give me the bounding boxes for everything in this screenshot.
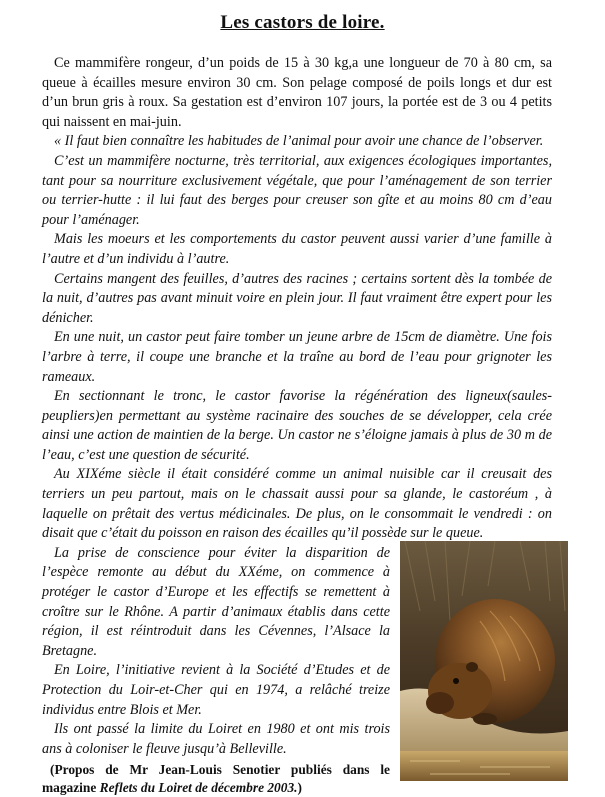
page-title: Les castors de loire. <box>220 12 385 33</box>
quote-paragraph-4: Certains mangent des feuilles, d’autres des racines ; certains sortent dès la tombée de la nuit, d’autres pas avant minuit voire en plein jour. Il faut vraiment être expert pour les dénicher. <box>42 270 552 326</box>
quote-paragraph-8: La prise de conscience pour éviter la disparition de l’espèce remonte au début du XXéme, on commence à protéger le castor d’Europe et les effectifs se remettent à croître sur le Rhône. A partir d’animaux établis dans cette région, il est réintroduit dans les Cévennes, l’Alsace la Bretagne. <box>42 544 390 659</box>
quote-paragraph-7: Au XIXéme siècle il était considéré comme un animal nuisible car il creusait des terriers un peu partout, mais on le chassait aussi pour sa glande, le castoréum , à laquelle on prêtait des vertus médicinales. De plus, on le consommait le vendredi : on disait que c’était du poisson en raison des écailles qu’il possède sur le queue. <box>42 466 552 542</box>
credit-text: (Propos de Mr Jean-Louis Senotier publiés dans le magazine <box>42 762 390 796</box>
quote-paragraph-3: Mais les moeurs et les comportements du castor peuvent aussi varier d’une famille à l’autre et d’un individu à l’autre. <box>42 231 552 267</box>
quote-paragraph-5: En une nuit, un castor peut faire tomber un jeune arbre de 15cm de diamètre. Une fois l’arbre à terre, il coupe une branche et la traîne au bord de l’eau pour grignoter les rameaux. <box>42 329 552 385</box>
beaver-photo-illustration <box>400 541 568 781</box>
beaver-photo <box>400 541 568 781</box>
quote-paragraph-6: En sectionnant le tronc, le castor favorise la régénération des ligneux(saules-peupliers)en permettant au système racinaire des souches de se développer, cela crée ainsi une action de maintien de la berge. Un castor ne s’éloigne jamais à plus de 30 m de l’eau, c’est une question de sécurité. <box>42 388 552 463</box>
magazine-name: Reflets du Loiret de décembre 2003. <box>99 780 298 796</box>
source-credit <box>42 761 390 797</box>
intro-paragraph: Ce mammifère rongeur, d’un poids de 15 à 30 kg,a une longueur de 70 à 80 cm, sa queue à écailles mesure environ 30 cm. Son pelage composé de poils longs et dur est d’un brun gris à roux. Sa gestation est d’environ 107 jours, la portée est de 3 ou 4 petits qui naissent en mai-juin. <box>42 55 552 130</box>
quote-paragraph-10: Ils ont passé la limite du Loiret en 1980 et ont mis trois ans à coloniser le fleuve jusqu’à Belleville. <box>42 721 390 757</box>
quote-paragraph-9: En Loire, l’initiative revient à la Société d’Etudes et de Protection du Loir-et-Cher qui en 1974, a relâché treize individus entre Blois et Mer. <box>42 662 390 718</box>
credit-close: ) <box>297 780 302 796</box>
quote-paragraph-1: « Il faut bien connaître les habitudes de l’animal pour avoir une chance de l’observer. <box>54 133 544 150</box>
quote-paragraph-2: C’est un mammifère nocturne, très territorial, aux exigences écologiques importantes, tant pour sa nourriture exclusivement végétale, que pour l’aménagement de son terrier ou terrier-hutte : il lui faut des berges pour creuser son gîte et au moins 80 cm d’eau pour l’aménager. <box>42 152 552 228</box>
